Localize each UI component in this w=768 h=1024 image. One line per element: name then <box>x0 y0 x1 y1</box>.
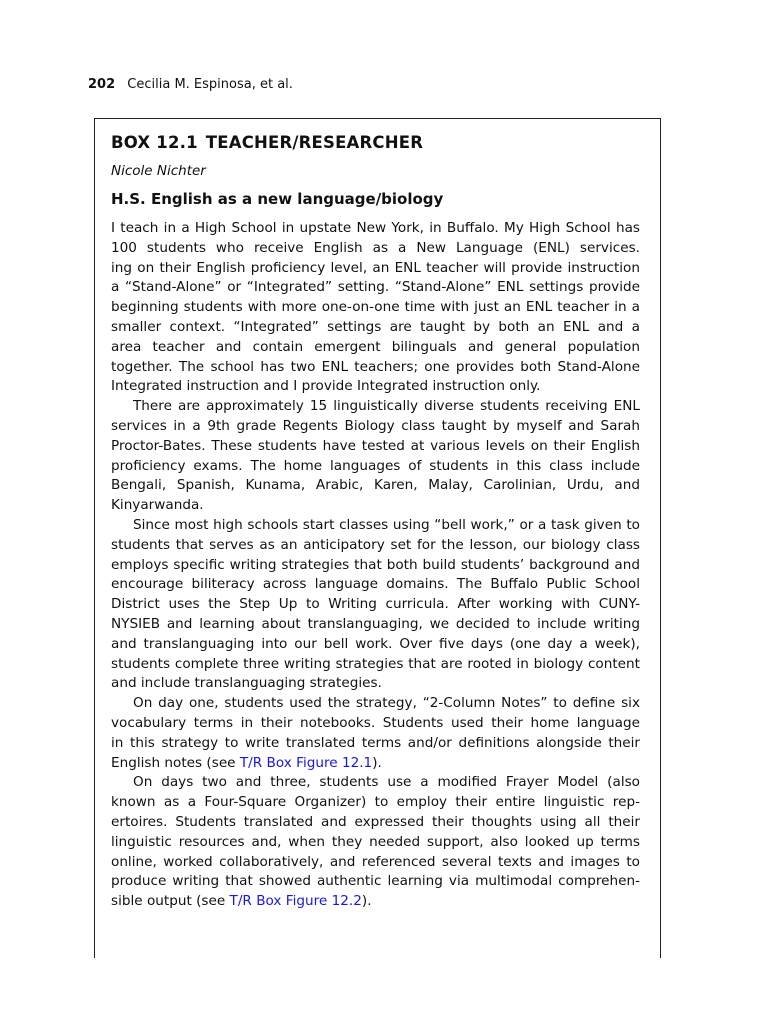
text-line: students that serves as an anticipatory set for the lesson, our biology class <box>111 536 640 553</box>
text-line: I teach in a High School in upstate New York, in Buffalo. My High School has <box>111 220 640 236</box>
text-line: On day one, students used the strategy, “2-Column Notes” to define six <box>133 695 640 712</box>
text-line: ing on their English proficiency level, an ENL teacher will provide instruction <box>111 259 640 276</box>
text-line: proficiency exams. The home languages of students in this class include <box>111 457 640 474</box>
text-line: 100 students who receive English as a New Language (ENL) services. <box>111 239 640 256</box>
text-line: area teacher and contain emergent bilinguals and general population <box>111 338 640 355</box>
text-line: Since most high schools start classes using “bell work,” or a task given to <box>133 516 640 533</box>
text-line: encourage biliteracy across language domains. The Buffalo Public School <box>111 576 640 593</box>
text-line <box>111 754 640 774</box>
text-line: ertoires. Students translated and expressed their thoughts using all their <box>111 813 640 830</box>
text-line: and translanguaging into our bell work. Over five days (one day a week), <box>111 635 640 652</box>
running-head <box>88 77 293 93</box>
box-label: BOX 12.1 <box>111 133 198 152</box>
box-subtitle: H.S. English as a new language/biology <box>111 190 444 208</box>
text-fragment: sible output (see <box>111 893 230 910</box>
figure-link-12-2[interactable]: T/R Box Figure 12.2 <box>229 893 362 910</box>
text-line: a “Stand-Alone” or “Integrated” setting. “Stand-Alone” ENL settings provide <box>111 279 640 296</box>
text-line: produce writing that showed authentic learning via multimodal comprehen- <box>111 873 640 890</box>
text-line: smaller context. “Integrated” settings are taught by both an ENL and a <box>111 318 640 335</box>
text-line: employs specific writing strategies that both build students’ background and <box>111 556 640 573</box>
box-heading: TEACHER/RESEARCHER <box>205 133 424 152</box>
teacher-researcher-box <box>94 118 661 958</box>
text-line: and include translanguaging strategies. <box>111 675 382 692</box>
running-head-authors: Cecilia M. Espinosa, et al. <box>127 77 293 92</box>
text-fragment: ). <box>372 754 382 771</box>
text-line: vocabulary terms in their notebooks. Students used their home language <box>111 714 640 731</box>
box-body <box>111 219 640 912</box>
text-line: beginning students with more one-on-one time with just an ENL teacher in a <box>111 299 640 316</box>
box-title <box>111 133 423 152</box>
text-line: There are approximately 15 linguistically diverse students receiving ENL <box>133 398 640 415</box>
figure-link-12-1[interactable]: T/R Box Figure 12.1 <box>239 754 373 771</box>
text-line: NYSIEB and learning about translanguaging, we decided to include writing <box>111 615 640 632</box>
text-line: District uses the Step Up to Writing curricula. After working with CUNY- <box>111 596 640 613</box>
text-fragment: English notes (see <box>111 754 240 771</box>
text-line: Integrated instruction and I provide Integrated instruction only. <box>111 378 541 395</box>
text-line: On days two and three, students use a modified Frayer Model (also <box>133 774 640 791</box>
text-line: students complete three writing strategies that are rooted in biology content <box>111 655 640 672</box>
text-line: in this strategy to write translated terms and/or definitions alongside their <box>111 734 640 751</box>
text-line: Kinyarwanda. <box>111 497 204 514</box>
text-line: online, worked collaboratively, and referenced several texts and images to <box>111 853 640 870</box>
text-line: services in a 9th grade Regents Biology class taught by myself and Sarah <box>111 417 640 434</box>
text-line: known as a Four-Square Organizer) to employ their entire linguistic rep- <box>111 794 640 811</box>
text-line <box>111 892 640 912</box>
text-line: together. The school has two ENL teachers; one provides both Stand-Alone <box>111 358 640 375</box>
text-line: Proctor-Bates. These students have tested at various levels on their English <box>111 437 640 454</box>
text-fragment: ). <box>361 893 372 910</box>
page-number: 202 <box>88 77 116 92</box>
text-line: linguistic resources and, when they needed support, also looked up terms <box>111 833 640 850</box>
text-line: Bengali, Spanish, Kunama, Arabic, Karen, Malay, Carolinian, Urdu, and <box>111 477 640 494</box>
box-author: Nicole Nichter <box>111 163 206 179</box>
